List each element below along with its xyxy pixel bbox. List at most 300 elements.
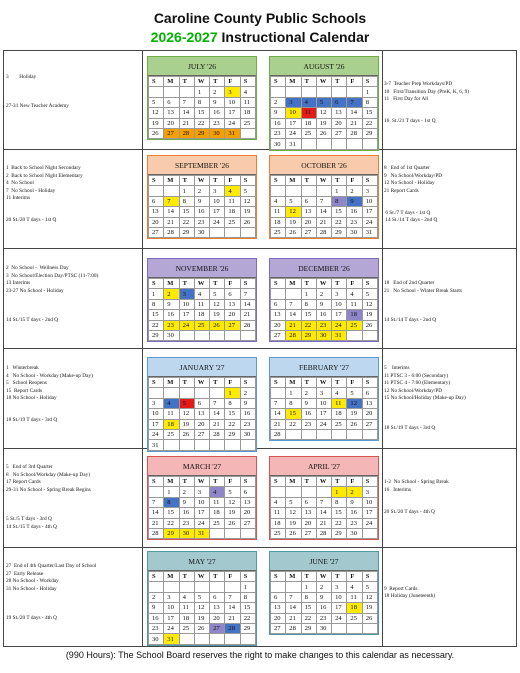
left-notes: 1 Winterbreak 4 No School - Workday (Make-up Day) 5 School Reopens 15 Report Cards 18 No School - Holiday 18 St./19 T days - 3rd Q (6, 365, 93, 424)
weekday-label: T (179, 77, 194, 87)
day-cell: 15 (301, 603, 316, 613)
day-cell: 25 (347, 613, 362, 623)
month-name: DECEMBER '26 (270, 259, 378, 278)
week-row (149, 289, 256, 299)
day-cell: 29 (362, 128, 377, 138)
day-cell: 6 (271, 299, 286, 309)
day-cell: 4 (164, 398, 179, 408)
day-cell: 18 (271, 217, 286, 227)
day-cell: 23 (164, 320, 179, 330)
day-cell: 14 (347, 108, 362, 118)
day-cell: 20 (332, 118, 347, 128)
day-cell: 24 (316, 419, 331, 429)
week-row (149, 128, 256, 138)
day-cell: 23 (316, 613, 331, 623)
day-cell: 23 (301, 419, 316, 429)
day-table (148, 76, 256, 139)
day-cell (179, 87, 194, 97)
day-cell (225, 634, 240, 644)
day-cell: 28 (271, 429, 286, 439)
day-cell: 3 (225, 87, 240, 97)
day-cell: 2 (316, 289, 331, 299)
weekday-label: M (164, 176, 179, 186)
day-cell: 1 (240, 582, 255, 592)
day-cell: 4 (240, 87, 255, 97)
day-cell (240, 634, 255, 644)
day-cell: 11 (194, 299, 209, 309)
day-cell (240, 330, 255, 340)
day-cell: 15 (225, 409, 240, 419)
day-cell: 3 (362, 487, 377, 497)
day-cell: 18 (179, 613, 194, 623)
weekday-label: S (149, 477, 164, 487)
day-cell: 13 (225, 299, 240, 309)
day-cell: 21 (240, 310, 255, 320)
day-cell: 5 (210, 289, 225, 299)
week-row (271, 508, 378, 518)
day-cell (316, 487, 331, 497)
day-cell: 12 (149, 108, 164, 118)
day-cell: 14 (316, 508, 331, 518)
day-cell (179, 582, 194, 592)
day-cell: 8 (332, 497, 347, 507)
day-cell: 10 (362, 196, 377, 206)
day-cell: 3 (149, 398, 164, 408)
month-calendar (269, 56, 379, 151)
week-row (149, 388, 256, 398)
day-cell: 29 (194, 128, 209, 138)
day-cell: 28 (240, 320, 255, 330)
week-row (271, 487, 378, 497)
week-row (271, 592, 378, 602)
week-row (149, 487, 256, 497)
day-cell (362, 528, 377, 538)
day-cell: 27 (271, 330, 286, 340)
month-calendar (269, 258, 379, 342)
day-cell: 3 (316, 388, 331, 398)
week-row (149, 186, 256, 196)
week-row (149, 196, 256, 206)
day-cell: 30 (347, 528, 362, 538)
day-cell (210, 227, 225, 237)
day-cell: 2 (316, 582, 331, 592)
day-cell: 29 (301, 623, 316, 633)
day-cell: 22 (164, 518, 179, 528)
weekday-label: S (149, 176, 164, 186)
day-cell: 12 (286, 508, 301, 518)
day-cell: 10 (362, 497, 377, 507)
day-cell: 22 (301, 320, 316, 330)
day-cell: 10 (194, 497, 209, 507)
day-cell: 11 (332, 398, 347, 408)
day-cell (271, 289, 286, 299)
day-table (270, 278, 378, 341)
day-cell: 21 (164, 217, 179, 227)
day-cell: 15 (301, 310, 316, 320)
day-table (148, 377, 256, 451)
weekday-label: M (164, 378, 179, 388)
day-cell: 1 (332, 487, 347, 497)
week-row (149, 97, 256, 107)
day-cell: 8 (362, 97, 377, 107)
day-cell (301, 429, 316, 439)
month-calendar (269, 357, 379, 441)
left-notes: 27 End of 4th Quarter/Last Day of School 27 Early Release 28 No School - Workday 31 No School - Holiday 19 St./20 T days - 4th Q (6, 563, 97, 622)
weekday-label: T (210, 176, 225, 186)
day-cell: 2 (347, 487, 362, 497)
day-cell: 27 (164, 128, 179, 138)
day-cell (164, 186, 179, 196)
weekday-label: S (271, 77, 286, 87)
day-cell: 21 (225, 613, 240, 623)
day-cell: 6 (332, 97, 347, 107)
day-cell: 7 (225, 592, 240, 602)
day-cell: 20 (271, 320, 286, 330)
month-name: OCTOBER '26 (270, 156, 378, 175)
day-cell: 27 (210, 623, 225, 633)
week-row (271, 227, 378, 237)
day-cell: 1 (194, 87, 209, 97)
day-cell: 11 (271, 207, 286, 217)
weekday-label: T (301, 176, 316, 186)
day-cell: 16 (149, 613, 164, 623)
week-row (149, 623, 256, 633)
day-cell: 7 (347, 97, 362, 107)
week-row (271, 289, 378, 299)
day-cell: 18 (164, 419, 179, 429)
day-cell (271, 388, 286, 398)
day-cell: 28 (149, 528, 164, 538)
day-cell: 14 (271, 409, 286, 419)
week-row (149, 299, 256, 309)
day-cell: 21 (286, 613, 301, 623)
weekday-header-row (149, 77, 256, 87)
day-cell: 28 (286, 330, 301, 340)
week-row (271, 429, 378, 439)
day-cell: 25 (194, 320, 209, 330)
day-cell: 29 (332, 528, 347, 538)
weekday-label: W (194, 77, 209, 87)
day-cell: 27 (271, 623, 286, 633)
weekday-label: M (286, 378, 301, 388)
day-cell: 14 (286, 603, 301, 613)
day-cell: 20 (301, 217, 316, 227)
day-cell (210, 582, 225, 592)
day-cell: 21 (149, 518, 164, 528)
day-cell: 22 (332, 518, 347, 528)
day-cell: 24 (194, 518, 209, 528)
day-cell: 29 (332, 227, 347, 237)
day-cell: 30 (194, 227, 209, 237)
day-cell (210, 634, 225, 644)
day-cell: 1 (149, 289, 164, 299)
weekday-label: S (362, 378, 377, 388)
day-cell: 28 (347, 128, 362, 138)
day-cell: 13 (301, 207, 316, 217)
weekday-label: T (210, 572, 225, 582)
day-cell: 16 (316, 603, 331, 613)
weekday-label: W (316, 572, 331, 582)
day-cell: 30 (347, 227, 362, 237)
day-cell: 4 (347, 582, 362, 592)
day-cell: 24 (149, 429, 164, 439)
weekday-label: F (225, 77, 240, 87)
weekday-label: M (286, 279, 301, 289)
day-cell: 2 (179, 487, 194, 497)
day-cell: 1 (286, 388, 301, 398)
week-row (271, 330, 378, 340)
day-cell: 5 (362, 582, 377, 592)
day-cell: 11 (347, 299, 362, 309)
day-cell: 8 (301, 592, 316, 602)
day-cell: 4 (210, 487, 225, 497)
day-cell (316, 87, 331, 97)
week-row (149, 207, 256, 217)
day-cell: 28 (179, 128, 194, 138)
week-row (149, 419, 256, 429)
day-cell: 17 (179, 310, 194, 320)
weekday-label: F (225, 279, 240, 289)
weekday-label: S (240, 176, 255, 186)
day-cell: 30 (179, 528, 194, 538)
weekday-label: S (271, 279, 286, 289)
month-row (4, 449, 516, 548)
day-cell: 13 (301, 508, 316, 518)
day-cell: 31 (362, 227, 377, 237)
day-cell: 20 (301, 518, 316, 528)
day-cell: 14 (286, 310, 301, 320)
day-cell: 11 (210, 497, 225, 507)
day-cell: 25 (210, 518, 225, 528)
weekday-label: F (225, 176, 240, 186)
weekday-header-row (271, 279, 378, 289)
week-row (149, 613, 256, 623)
day-cell: 23 (316, 320, 331, 330)
day-cell: 20 (225, 310, 240, 320)
week-row (271, 497, 378, 507)
weekday-label: M (286, 572, 301, 582)
day-cell: 19 (225, 508, 240, 518)
weekday-label: M (286, 477, 301, 487)
day-cell: 8 (164, 497, 179, 507)
day-cell: 21 (179, 118, 194, 128)
day-cell: 15 (286, 409, 301, 419)
day-cell: 13 (194, 409, 209, 419)
right-notes: 8 End of 1st Quarter 9 No School/Workday/PD 12 No School - Holiday 21 Report Cards 6 St./7 T days - 1st Q 14 St./14 T days - 2nd Q (384, 165, 443, 224)
day-cell: 17 (210, 207, 225, 217)
day-cell: 9 (149, 603, 164, 613)
day-cell (194, 388, 209, 398)
month-name: JUNE '27 (270, 552, 378, 571)
day-cell: 10 (332, 299, 347, 309)
day-cell: 2 (149, 592, 164, 602)
day-cell: 24 (286, 128, 301, 138)
week-row (149, 603, 256, 613)
day-cell: 26 (210, 320, 225, 330)
day-cell: 15 (332, 508, 347, 518)
weekday-header-row (149, 279, 256, 289)
day-cell: 23 (347, 518, 362, 528)
weekday-label: S (240, 477, 255, 487)
weekday-label: M (164, 477, 179, 487)
calendar-grid (3, 50, 517, 647)
day-cell (316, 429, 331, 439)
day-cell: 20 (149, 217, 164, 227)
day-cell: 23 (149, 623, 164, 633)
day-cell: 14 (164, 207, 179, 217)
day-cell: 12 (179, 409, 194, 419)
day-cell: 13 (332, 108, 347, 118)
day-cell: 10 (225, 97, 240, 107)
day-cell: 24 (164, 623, 179, 633)
week-row (149, 118, 256, 128)
day-cell: 31 (286, 139, 301, 149)
day-cell: 7 (316, 497, 331, 507)
day-cell (194, 582, 209, 592)
day-cell: 14 (316, 207, 331, 217)
day-cell: 7 (149, 497, 164, 507)
week-row (271, 207, 378, 217)
day-cell: 12 (316, 108, 331, 118)
day-cell: 22 (301, 613, 316, 623)
day-cell: 6 (210, 592, 225, 602)
day-cell: 3 (210, 186, 225, 196)
day-cell: 31 (164, 634, 179, 644)
day-cell: 23 (271, 128, 286, 138)
weekday-label: W (316, 279, 331, 289)
day-cell: 20 (271, 613, 286, 623)
day-cell: 15 (149, 310, 164, 320)
day-cell: 27 (225, 320, 240, 330)
day-cell: 28 (210, 429, 225, 439)
day-cell (271, 582, 286, 592)
day-cell: 9 (347, 497, 362, 507)
day-cell: 28 (164, 227, 179, 237)
day-cell: 18 (194, 310, 209, 320)
week-row (149, 634, 256, 644)
month-row (4, 150, 516, 249)
day-cell: 5 (286, 196, 301, 206)
day-cell: 9 (179, 497, 194, 507)
day-cell (271, 487, 286, 497)
day-cell: 19 (362, 310, 377, 320)
month-calendar (147, 456, 257, 540)
month-calendar (269, 551, 379, 635)
day-cell: 14 (149, 508, 164, 518)
day-cell: 4 (347, 289, 362, 299)
day-cell (194, 330, 209, 340)
weekday-label: F (347, 477, 362, 487)
day-cell: 23 (179, 518, 194, 528)
day-cell: 15 (240, 603, 255, 613)
day-cell: 12 (210, 299, 225, 309)
month-row (4, 250, 516, 349)
day-cell: 1 (362, 87, 377, 97)
month-calendar (269, 456, 379, 540)
week-row (149, 108, 256, 118)
day-cell (332, 429, 347, 439)
day-cell: 26 (316, 128, 331, 138)
week-row (271, 196, 378, 206)
day-cell: 15 (194, 108, 209, 118)
week-row (271, 139, 378, 149)
week-row (271, 603, 378, 613)
week-row (271, 528, 378, 538)
day-cell: 6 (240, 487, 255, 497)
right-notes: 5 Interims 11 PTSC 3 - 6:00 (Secondary) 11 PTSC 4 - 7:00 (Elementary) 12 No School/Workday/PD 15 No School/Holiday (Make-up Day) 18 St./19 T days - 3rd Q (384, 365, 466, 431)
weekday-label: S (271, 378, 286, 388)
day-cell: 3 (332, 582, 347, 592)
day-cell: 23 (240, 419, 255, 429)
day-cell: 30 (316, 330, 331, 340)
day-cell (225, 528, 240, 538)
weekday-label: M (286, 176, 301, 186)
day-cell: 5 (347, 388, 362, 398)
day-cell: 19 (286, 217, 301, 227)
day-cell: 7 (164, 196, 179, 206)
week-row (271, 217, 378, 227)
day-cell: 12 (362, 592, 377, 602)
day-cell: 25 (271, 528, 286, 538)
day-cell: 10 (149, 409, 164, 419)
week-row (271, 613, 378, 623)
weekday-label: T (301, 279, 316, 289)
day-cell (164, 582, 179, 592)
month-name: MARCH '27 (148, 457, 256, 476)
weekday-label: S (240, 378, 255, 388)
day-cell: 16 (301, 409, 316, 419)
day-cell (347, 139, 362, 149)
day-cell: 16 (271, 118, 286, 128)
week-row (271, 87, 378, 97)
day-cell: 11 (347, 592, 362, 602)
day-cell: 22 (332, 217, 347, 227)
day-cell (179, 634, 194, 644)
weekday-label: T (332, 77, 347, 87)
weekday-label: S (240, 77, 255, 87)
day-cell (362, 429, 377, 439)
day-cell: 5 (179, 398, 194, 408)
day-cell (316, 186, 331, 196)
day-cell (301, 186, 316, 196)
day-cell: 9 (194, 196, 209, 206)
day-cell: 8 (301, 299, 316, 309)
day-cell: 10 (332, 592, 347, 602)
day-cell: 13 (271, 603, 286, 613)
weekday-label: T (332, 176, 347, 186)
weekday-label: T (301, 378, 316, 388)
day-cell: 2 (194, 186, 209, 196)
day-cell: 12 (286, 207, 301, 217)
day-cell: 1 (301, 582, 316, 592)
day-cell (286, 429, 301, 439)
day-cell: 10 (164, 603, 179, 613)
day-cell: 18 (271, 518, 286, 528)
day-cell (225, 227, 240, 237)
day-cell: 1 (225, 388, 240, 398)
day-cell: 15 (179, 207, 194, 217)
day-cell: 25 (301, 128, 316, 138)
subtitle-year: 2026-2027 (150, 29, 218, 45)
day-cell: 4 (301, 97, 316, 107)
day-cell (286, 289, 301, 299)
day-cell: 8 (149, 299, 164, 309)
month-name: APRIL '27 (270, 457, 378, 476)
day-table (270, 571, 378, 634)
week-row (271, 299, 378, 309)
day-cell: 2 (164, 289, 179, 299)
day-cell: 30 (149, 634, 164, 644)
